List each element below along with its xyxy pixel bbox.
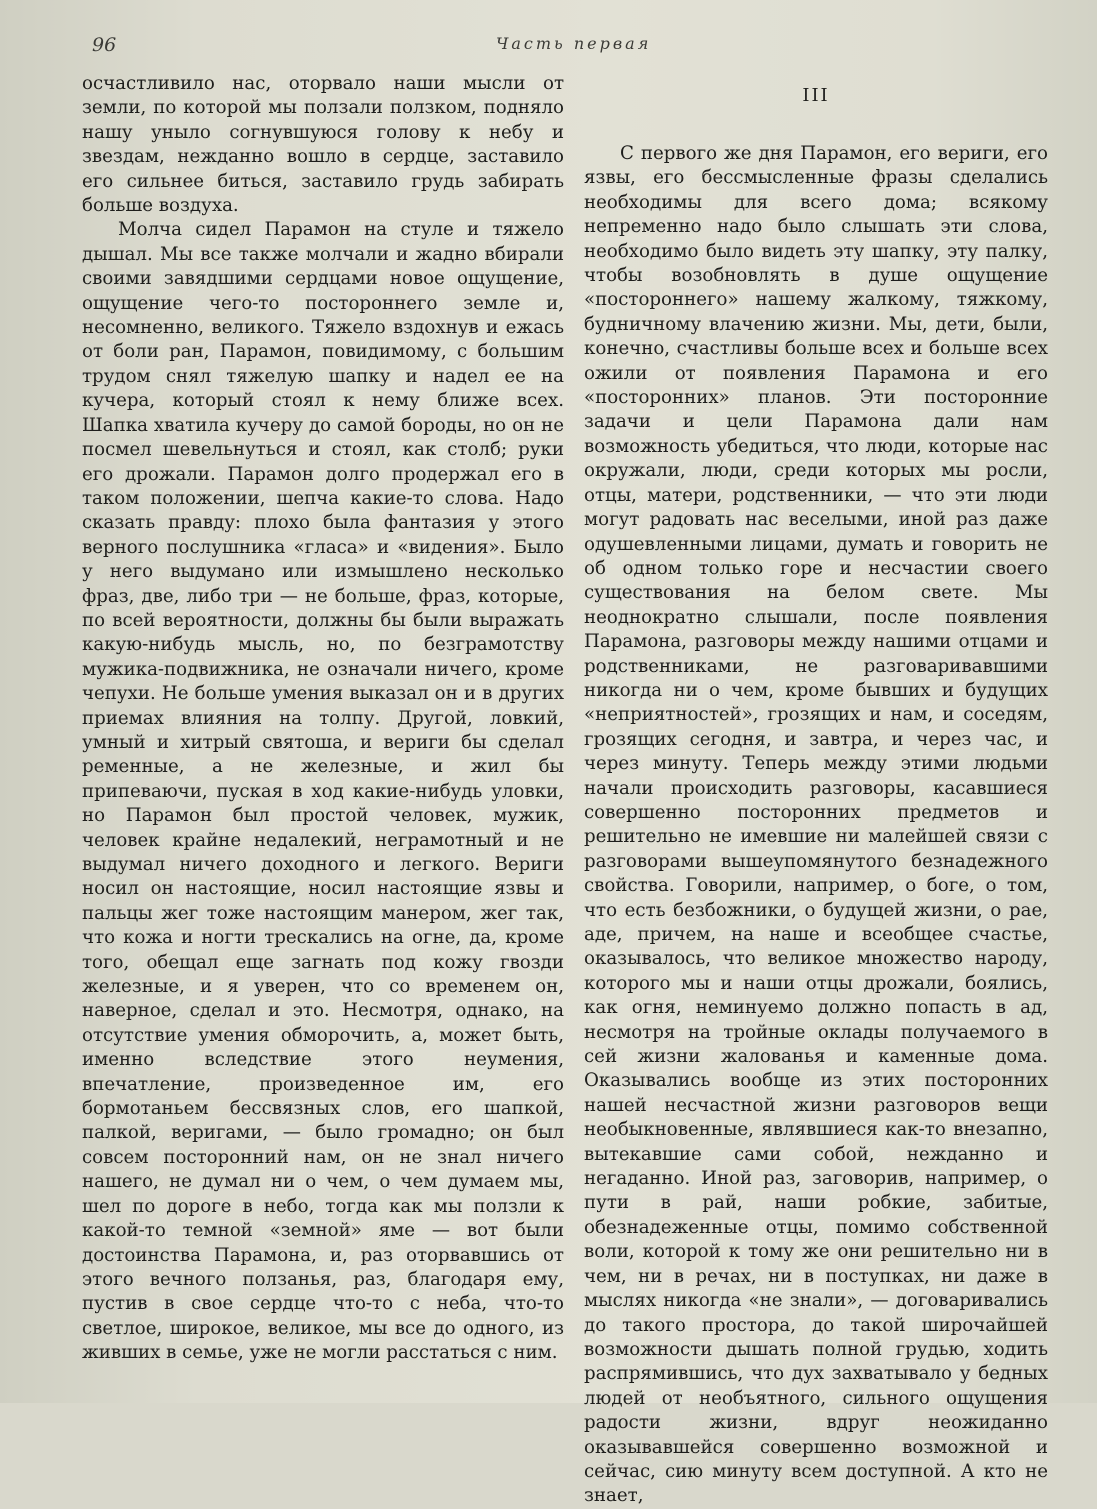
- page-number: 96: [92, 34, 117, 56]
- left-column: [82, 72, 564, 1366]
- chapter-numeral: III: [802, 85, 830, 106]
- left-paragraph-paramon: Молча сидел Парамон на стуле и тяжело дышал. Мы все также молчали и жадно вбирали своими завядшими сердцами новое ощущение, ощущение чего-то постороннего земле и, несомненно, великого. Тяжело вздохнув и ежась от боли ран, Парамон, повидимому, с большим трудом снял тяжелую шапку и надел ее на кучера, который стоял к нему ближе всех. Шапка хватила кучеру до самой бороды, но он не посмел шевельнуться и стоял, как столб; руки его дрожали. Парамон долго продержал его в таком положении, шепча какие-то слова. Надо сказать правду: плохо была фантазия у этого верного послушника «гласа» и «видения». Было у него выдумано или измышлено несколько фраз, две, либо три — не больше, фраз, которые, по всей вероятности, должны бы были выражать какую-нибудь мысль, но, по безграмотству мужика-подвижника, не означали ничего, кроме чепухи. Не больше умения выказал он и в других приемах влияния на толпу. Другой, ловкий, умный и хитрый святоша, и вериги бы сделал ременные, а не железные, и жил бы припеваючи, пуская в ход какие-нибудь уловки, но Парамон был простой человек, мужик, человек крайне недалекий, неграмотный и не выдумал ничего доходного и легкого. Вериги носил он настоящие, носил настоящие язвы и пальцы жег тоже настоящим манером, жег так, что кожа и ногти трескались на огне, да, кроме того, обещал еще загнать под кожу гвозди железные, и я уверен, что со временем он, наверное, сделал и это. Несмотря, однако, на отсутствие умения обморочить, а, может быть, именно вследствие этого неумения, впечатление, произведенное им, его бормотаньем бессвязных слов, его шапкой, палкой, веригами, — было громадно; он был совсем посторонний нам, он не знал ничего нашего, не думал ни о чем, о чем думаем мы, шел по дороге в небо, тогда как мы ползли к какой-то темной «земной» яме — вот были достоинства Парамона, и, раз оторвавшись от этого вечного ползанья, раз, благодаря ему, пустив в свое сердце что-то с неба, что-то светлое, широкое, великое, мы все до одного, из живших в семье, уже не могли расстаться с ним.: [82, 219, 564, 1364]
- left-paragraph-continuation: осчастливило нас, оторвало наши мысли от земли, по которой мы ползали ползком, подняло нашу уныло согнувшуюся голову к небу и звездам, нежданно вошло в сердце, заставило его сильнее биться, заставило грудь забирать больше воздуха.: [82, 73, 564, 217]
- running-head: Часть первая: [496, 34, 652, 53]
- right-column: [584, 72, 1048, 1509]
- right-paragraph-chapter-three: С первого же дня Парамон, его вериги, его язвы, его бессмысленные фразы сделались необходимы для всего дома; всякому непременно надо было слышать эти слова, необходимо было видеть эту шапку, эту палку, чтобы возобновлять в душе ощущение «постороннего» нашему жалкому, тяжкому, будничному влачению жизни. Мы, дети, были, конечно, счастливы больше всех и больше всех ожили от появления Парамона и его «посторонних» планов. Эти посторонние задачи и цели Парамона дали нам возможность убедиться, что люди, которые нас окружали, люди, среди которых мы росли, отцы, матери, родственники, — что эти люди могут радовать нас веселыми, иной раз даже одушевленными лицами, думать и говорить не об одном только горе и несчастии своего существования на белом свете. Мы неоднократно слышали, после появления Парамона, разговоры между нашими отцами и родственниками, не разговаривавшими никогда ни о чем, кроме бывших и будущих «неприятностей», грозящих и нам, и соседям, грозящих сегодня, и завтра, и через час, и через минуту. Теперь между этими людьми начали происходить разговоры, касавшиеся совершенно посторонних предметов и решительно не имевшие ни малейшей связи с разговорами вышеупомянутого безнадежного свойства. Говорили, например, о боге, о том, что есть безбожники, о будущей жизни, о рае, аде, причем, на наше и всеобщее счастье, оказывалось, что великое множество народу, которого мы и наши отцы дрожали, боялись, как огня, неминуемо должно попасть в ад, несмотря на тройные оклады получаемого в сей жизни жалованья и каменные дома. Оказывались вообще из этих посторонних нашей несчастной жизни разговоров вещи необыкновенные, являвшиеся как-то внезапно, вытекавшие сами собой, нежданно и негаданно. Иной раз, заговорив, например, о пути в рай, наши робкие, забитые, обезнадеженные отцы, помимо собственной воли, которой к тому же они решительно ни в чем, ни в речах, ни в поступках, ни даже в мыслях никогда «не знали», — договаривались до такого простора, до такой широчайшей возможности дышать полной грудью, ходить распрямившись, что дух захватывало у бедных людей от необъятного, сильного ощущения радости жизни, вдруг неожиданно оказывавшейся совершенно возможной и сейчас, сию минуту всем доступной. А кто не знает,: [584, 143, 1048, 1507]
